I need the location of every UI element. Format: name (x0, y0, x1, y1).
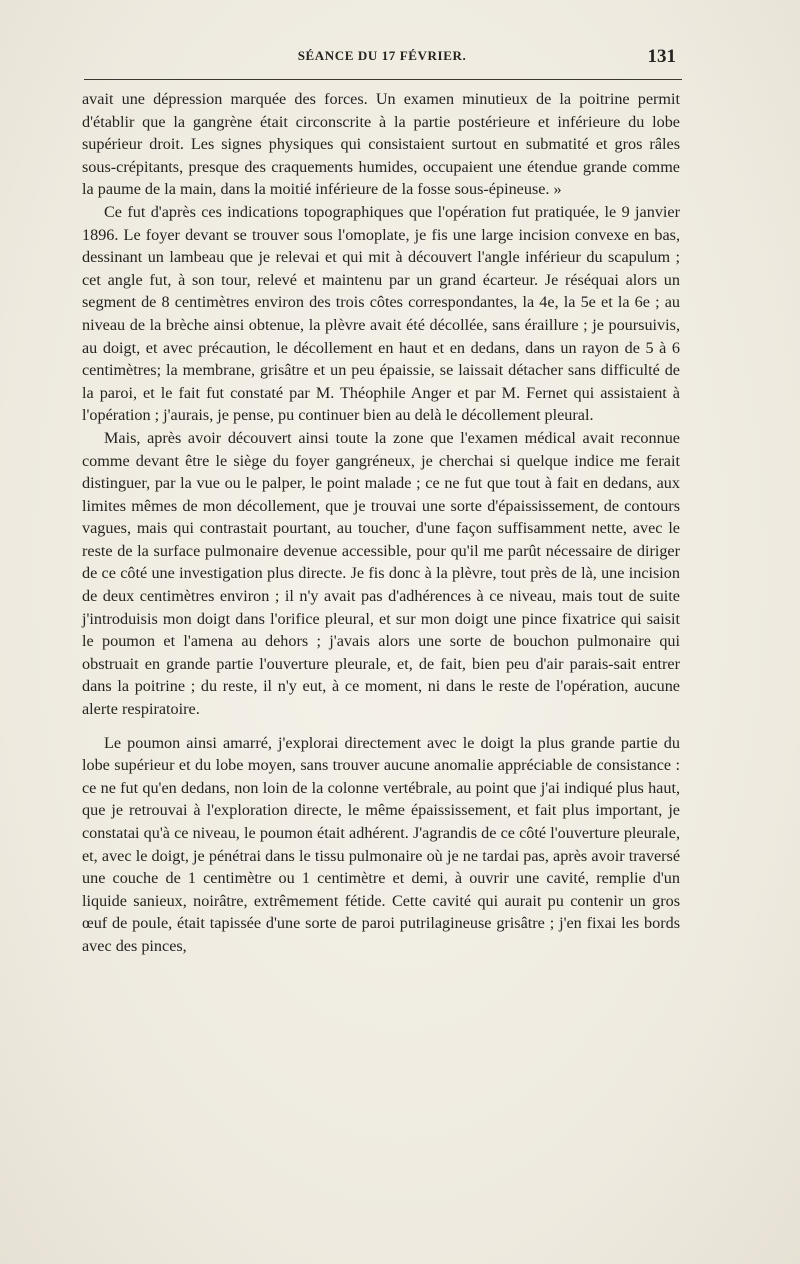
paragraph-1: avait une dépression marquée des forces. Un examen minutieux de la poitrine permit d'établir que la gangrène était circonscrite à la partie postérieure et inférieure du lobe supérieur droit. Les signes physiques qui consistaient surtout en submatité et gros râles sous-crépitants, presque des craquements humides, occupaient une étendue grande comme la paume de la main, dans la moitié inférieure de la fosse sous-épineuse. » (82, 90, 680, 199)
running-title: SÉANCE DU 17 FÉVRIER. (297, 48, 467, 63)
paragraph-4: Le poumon ainsi amarré, j'explorai directement avec le doigt la plus grande partie du lobe supérieur et du lobe moyen, sans trouver aucune anomalie appréciable de consistance : ce ne fut qu'en dedans, non loin de la colonne vertébrale, au point que j'ai indiqué plus haut, que je retrouvai à l'exploration directe, le même épaississement, et fait plus important, je constatai qu'à ce niveau, le poumon était adhérent. J'agrandis de ce côté l'ouverture pleurale, et, avec le doigt, je pénétrai dans le tissu pulmonaire où je ne tardai pas, après avoir traversé une couche de 1 centimètre ou 1 centimètre et demi, à ouvrir une cavité, remplie d'un liquide sanieux, noirâtre, extrêmement fétide. Cette cavité qui aurait pu contenir un gros œuf de poule, était tapissée d'une sorte de paroi putrilagineuse grisâtre ; j'en fixai les bords avec des pinces, (82, 733, 680, 955)
body-text (82, 88, 680, 958)
paragraph-2: Ce fut d'après ces indications topographiques que l'opération fut pratiquée, le 9 janvier 1896. Le foyer devant se trouver sous l'omoplate, je fis une large incision convexe en bas, dessinant un lambeau que je relevai et qui mit à découvert l'angle inférieur du scapulum ; cet angle fut, à son tour, relevé et maintenu par un grand écarteur. Je réséquai alors un segment de 8 centimètres environ des trois côtes correspondantes, la 4e, la 5e et la 6e ; au niveau de la brèche ainsi obtenue, la plèvre avait été décollée, sans éraillure ; je poursuivis, au doigt, et avec précaution, le décollement en haut et en dedans, dans un rayon de 5 à 6 centimètres; la membrane, grisâtre et un peu épaissie, se laissait détacher sans difficulté de la paroi, et le fait fut constaté par M. Théophile Anger et par M. Fernet qui assistaient à l'opération ; j'aurais, je pense, pu continuer bien au delà le décollement pleural. (82, 202, 680, 425)
page-number: 131 (647, 46, 676, 67)
page-header (84, 46, 680, 72)
header-rule (84, 79, 682, 80)
paragraph-3: Mais, après avoir découvert ainsi toute la zone que l'examen médical avait reconnue comme devant être le siège du foyer gangréneux, je cherchai si quelque indice me ferait distinguer, par la vue ou le palper, le point malade ; ce ne fut que tout à fait en dedans, aux limites mêmes de mon décollement, que je trouvai une sorte d'épaississement, de contours vagues, mais qui contrastait pourtant, au toucher, d'une façon suffisamment nette, avec le reste de la surface pulmonaire devenue accessible, pour qu'il me parût nécessaire de diriger de ce côté une investigation plus directe. Je fis donc à la plèvre, tout près de là, une incision de deux centimètres environ ; il n'y avait pas d'adhérences à ce niveau, mais tout de suite j'introduisis mon doigt dans l'orifice pleural, et sur mon doigt une pince fixatrice qui saisit le poumon et l'amena au dehors ; j'avais alors une sorte de bouchon pulmonaire qui obstruait en grande partie l'ouverture pleurale, et, de fait, bien peu d'air parais-sait entrer dans la poitrine ; du reste, il n'y eut, à ce moment, ni dans le reste de l'opération, aucune alerte respiratoire. (82, 428, 680, 719)
